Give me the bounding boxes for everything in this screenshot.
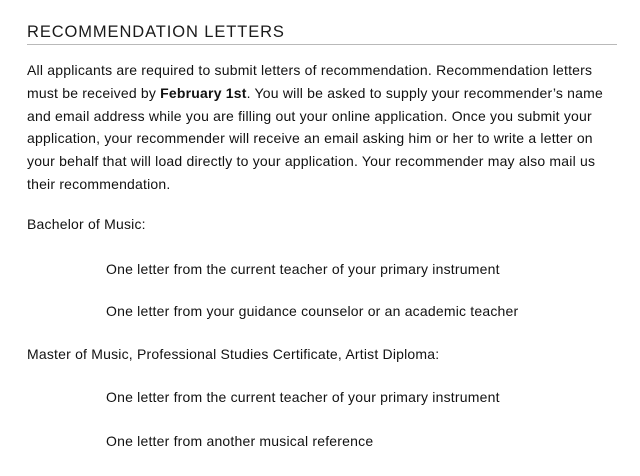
section-title: RECOMMENDATION LETTERS xyxy=(27,23,285,41)
requirement-item: One letter from another musical reference xyxy=(106,432,374,449)
program-label-master: Master of Music, Professional Studies Certificate, Artist Diploma: xyxy=(27,345,440,362)
heading-divider xyxy=(27,44,617,45)
requirement-item: One letter from your guidance counselor or an academic teacher xyxy=(106,302,519,319)
requirement-item: One letter from the current teacher of your primary instrument xyxy=(106,260,500,277)
intro-text-end: . You will be asked to supply your recommender’s name and email address while you are filling out your online application. Once you submit your application, your recommender will receive an email asking him or her to write a letter on your behalf that will load directly to your application. Your recommender may also mail us their recommendation. xyxy=(27,84,603,192)
program-label-bachelor: Bachelor of Music: xyxy=(27,215,146,232)
requirement-item: One letter from the current teacher of your primary instrument xyxy=(106,388,500,405)
intro-paragraph xyxy=(27,59,617,196)
intro-text-start: All applicants are required to submit letters of recommendation. Recommendation letters must be received by xyxy=(27,62,593,101)
recommendation-letters-section xyxy=(27,0,617,451)
deadline-date: February 1st xyxy=(160,84,247,101)
